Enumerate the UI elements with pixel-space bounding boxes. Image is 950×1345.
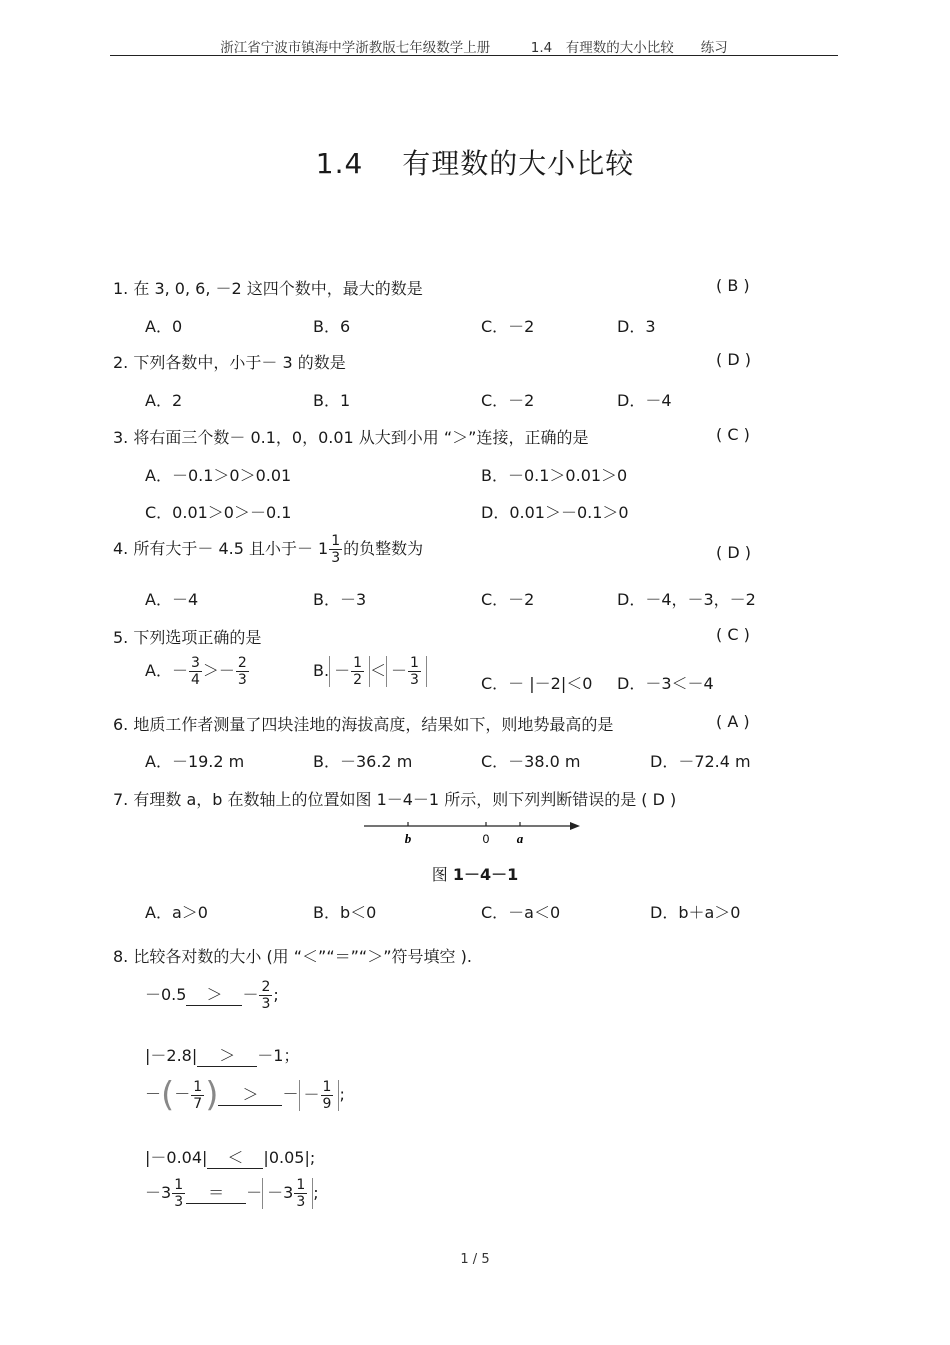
q6-option-c: C．－38.0 m bbox=[481, 752, 581, 771]
q1-option-c: C．－2 bbox=[481, 317, 535, 336]
axis-label-b: b bbox=[404, 831, 412, 846]
q4-option-d: D．－4，－3，－2 bbox=[617, 590, 756, 609]
q8-row-4 bbox=[145, 1145, 315, 1169]
q8-r4-blank: ＜ bbox=[207, 1145, 263, 1169]
q8-r5-fraction-1 bbox=[172, 1178, 185, 1209]
q3-option-b: B．－0.1＞0.01＞0 bbox=[481, 466, 628, 485]
q1-answer: ( B ) bbox=[716, 276, 750, 295]
q8-r2-left: |－2.8| bbox=[145, 1046, 198, 1065]
q3-answer: ( C ) bbox=[716, 425, 750, 444]
q8-r3-right-sign: － bbox=[282, 1084, 299, 1104]
q5-a-fraction-2 bbox=[236, 656, 249, 687]
q4-stem-part1: 4. 所有大于－ 4.5 且小于－ 1 bbox=[113, 539, 329, 558]
q6-option-a: A．－19.2 m bbox=[145, 752, 245, 771]
axis-label-zero: 0 bbox=[482, 832, 490, 846]
header-rule bbox=[110, 55, 838, 56]
q5-b-fraction-2 bbox=[408, 656, 421, 687]
figure-caption-number: 1－4－1 bbox=[452, 865, 519, 884]
q8-r5-abs-whole: －3 bbox=[267, 1183, 294, 1202]
q8-r3-left-sign: － bbox=[145, 1084, 162, 1104]
q3-option-a: A．－0.1＞0＞0.01 bbox=[145, 466, 292, 485]
q4-stem bbox=[113, 534, 423, 565]
q8-r3-fraction-2 bbox=[321, 1080, 334, 1111]
q8-r3-f1-num: 1 bbox=[193, 1078, 203, 1095]
q8-r5-blank: ＝ bbox=[186, 1180, 246, 1204]
q7-option-c: C．－a＜0 bbox=[481, 903, 561, 922]
q5-b-f1-den: 2 bbox=[353, 672, 362, 688]
q5-a-prefix: A．－ bbox=[145, 661, 188, 680]
q1-option-a: A．0 bbox=[145, 317, 183, 336]
q5-b-fraction-1 bbox=[351, 656, 364, 687]
q8-r3-end: ; bbox=[339, 1084, 345, 1104]
q6-option-d: D．－72.4 m bbox=[650, 752, 751, 771]
q8-r5-f2-num: 1 bbox=[296, 1177, 306, 1193]
q5-b-f1-num: 1 bbox=[353, 655, 362, 671]
axis-label-a: a bbox=[516, 831, 524, 846]
q8-r3-blank: ＞ bbox=[218, 1082, 282, 1106]
q3-stem: 3. 将右面三个数－ 0.1，0，0.01 从大到小用 “＞”连接，正确的是 bbox=[113, 428, 589, 447]
q8-r3-right-paren: ) bbox=[205, 1075, 219, 1115]
q8-r3-inner-sign: － bbox=[174, 1084, 191, 1104]
q2-answer: ( D ) bbox=[716, 350, 751, 369]
q5-option-b bbox=[313, 656, 427, 687]
q5-a-mid: ＞－ bbox=[202, 661, 235, 680]
q5-b-f2-num: 1 bbox=[410, 655, 419, 671]
q8-r5-right-sign: － bbox=[246, 1183, 263, 1202]
q8-r3-f1-den: 7 bbox=[193, 1095, 203, 1112]
q8-r1-f-den: 3 bbox=[261, 996, 271, 1012]
q1-option-d: D．3 bbox=[617, 317, 656, 336]
q4-frac-num: 1 bbox=[331, 533, 341, 549]
q5-b-abs-1 bbox=[329, 656, 370, 687]
q5-b-sign-2: － bbox=[391, 661, 408, 680]
q5-b-f2-den: 3 bbox=[410, 672, 419, 688]
q2-option-d: D．－4 bbox=[617, 391, 672, 410]
number-line-arrow bbox=[570, 822, 580, 830]
q8-r3-f2-num: 1 bbox=[322, 1078, 332, 1095]
q8-r5-f1-num: 1 bbox=[174, 1177, 184, 1193]
q8-r5-end: ; bbox=[313, 1183, 319, 1202]
q2-stem: 2. 下列各数中，小于－ 3 的数是 bbox=[113, 353, 346, 372]
q8-r1-right: － bbox=[242, 985, 259, 1004]
q2-option-c: C．－2 bbox=[481, 391, 535, 410]
q8-row-3 bbox=[145, 1075, 345, 1115]
q8-r3-abs bbox=[299, 1080, 340, 1111]
q5-option-d: D．－3＜－4 bbox=[617, 674, 714, 693]
q8-r3-f2-den: 9 bbox=[322, 1095, 332, 1112]
q1-option-b: B．6 bbox=[313, 317, 351, 336]
q7-stem: 7. 有理数 a，b 在数轴上的位置如图 1－4－1 所示，则下列判断错误的是 ( D ) bbox=[113, 790, 677, 809]
q2-option-a: A．2 bbox=[145, 391, 183, 410]
number-line-figure bbox=[362, 816, 584, 848]
q5-option-a bbox=[145, 656, 250, 687]
q6-answer: ( A ) bbox=[716, 712, 750, 731]
q5-option-c: C．－ |－2|＜0 bbox=[481, 674, 593, 693]
q4-mixed-fraction bbox=[329, 534, 342, 565]
q4-stem-part2: 的负整数为 bbox=[343, 539, 424, 558]
q5-a-f2-den: 3 bbox=[237, 672, 247, 688]
q8-r2-blank: ＞ bbox=[197, 1043, 257, 1067]
figure-caption-prefix: 图 bbox=[431, 865, 453, 884]
q1-stem: 1. 在 3, 0, 6, －2 这四个数中，最大的数是 bbox=[113, 279, 423, 298]
q4-frac-den: 3 bbox=[331, 550, 341, 566]
q8-r5-f2-den: 3 bbox=[296, 1194, 306, 1210]
q7-option-a: A．a＞0 bbox=[145, 903, 208, 922]
q8-r4-left: |－0.04| bbox=[145, 1148, 208, 1167]
q8-stem: 8. 比较各对数的大小 (用 “＜”“＝”“＞”符号填空 ). bbox=[113, 947, 472, 966]
q8-r5-left: －3 bbox=[145, 1183, 172, 1202]
q5-stem: 5. 下列选项正确的是 bbox=[113, 628, 262, 647]
q8-r1-f-num: 2 bbox=[261, 979, 271, 995]
q5-a-f1-num: 3 bbox=[190, 655, 200, 671]
q8-row-1 bbox=[145, 980, 279, 1011]
q3-option-c: C．0.01＞0＞－0.1 bbox=[145, 503, 292, 522]
page-number: 1 / 5 bbox=[460, 1252, 490, 1267]
q5-a-f2-num: 2 bbox=[237, 655, 247, 671]
q8-r3-fraction-1 bbox=[191, 1080, 204, 1111]
q3-option-d: D．0.01＞－0.1＞0 bbox=[481, 503, 629, 522]
q4-option-a: A．－4 bbox=[145, 590, 199, 609]
q4-answer: ( D ) bbox=[716, 543, 751, 562]
q8-r3-left-paren: ( bbox=[161, 1075, 175, 1115]
q8-r3-abs-sign: － bbox=[303, 1084, 320, 1104]
q5-a-fraction-1 bbox=[189, 656, 202, 687]
q8-row-2 bbox=[145, 1043, 299, 1067]
q5-b-prefix: B. bbox=[313, 661, 330, 680]
q5-a-f1-den: 4 bbox=[190, 672, 200, 688]
q5-b-sign-1: － bbox=[334, 661, 351, 680]
q8-row-5 bbox=[145, 1178, 319, 1209]
q8-r4-right: |0.05|; bbox=[263, 1148, 316, 1167]
q6-option-b: B．－36.2 m bbox=[313, 752, 413, 771]
q8-r1-fraction bbox=[259, 980, 272, 1011]
q8-r5-f1-den: 3 bbox=[174, 1194, 184, 1210]
q8-r5-abs bbox=[262, 1178, 313, 1209]
q2-option-b: B．1 bbox=[313, 391, 351, 410]
q4-option-c: C．－2 bbox=[481, 590, 535, 609]
q7-option-b: B．b＜0 bbox=[313, 903, 377, 922]
q8-r1-end: ; bbox=[273, 985, 279, 1004]
figure-caption bbox=[0, 862, 950, 885]
q8-r2-right: －1； bbox=[257, 1046, 300, 1065]
q8-r5-fraction-2 bbox=[294, 1178, 307, 1209]
q8-r1-left: －0.5 bbox=[145, 985, 187, 1004]
q6-stem: 6. 地质工作者测量了四块洼地的海拔高度，结果如下，则地势最高的是 bbox=[113, 715, 614, 734]
q7-option-d: D．b＋a＞0 bbox=[650, 903, 741, 922]
q5-b-abs-2 bbox=[386, 656, 427, 687]
q5-answer: ( C ) bbox=[716, 625, 750, 644]
page-header: 浙江省宁波市镇海中学浙教版七年级数学上册 1.4 有理数的大小比较 练习 bbox=[220, 40, 728, 56]
q5-b-mid: ＜ bbox=[370, 661, 387, 680]
q4-option-b: B．－3 bbox=[313, 590, 367, 609]
page-title: 1.4 有理数的大小比较 bbox=[315, 147, 635, 180]
q8-r1-blank: ＞ bbox=[186, 982, 242, 1006]
